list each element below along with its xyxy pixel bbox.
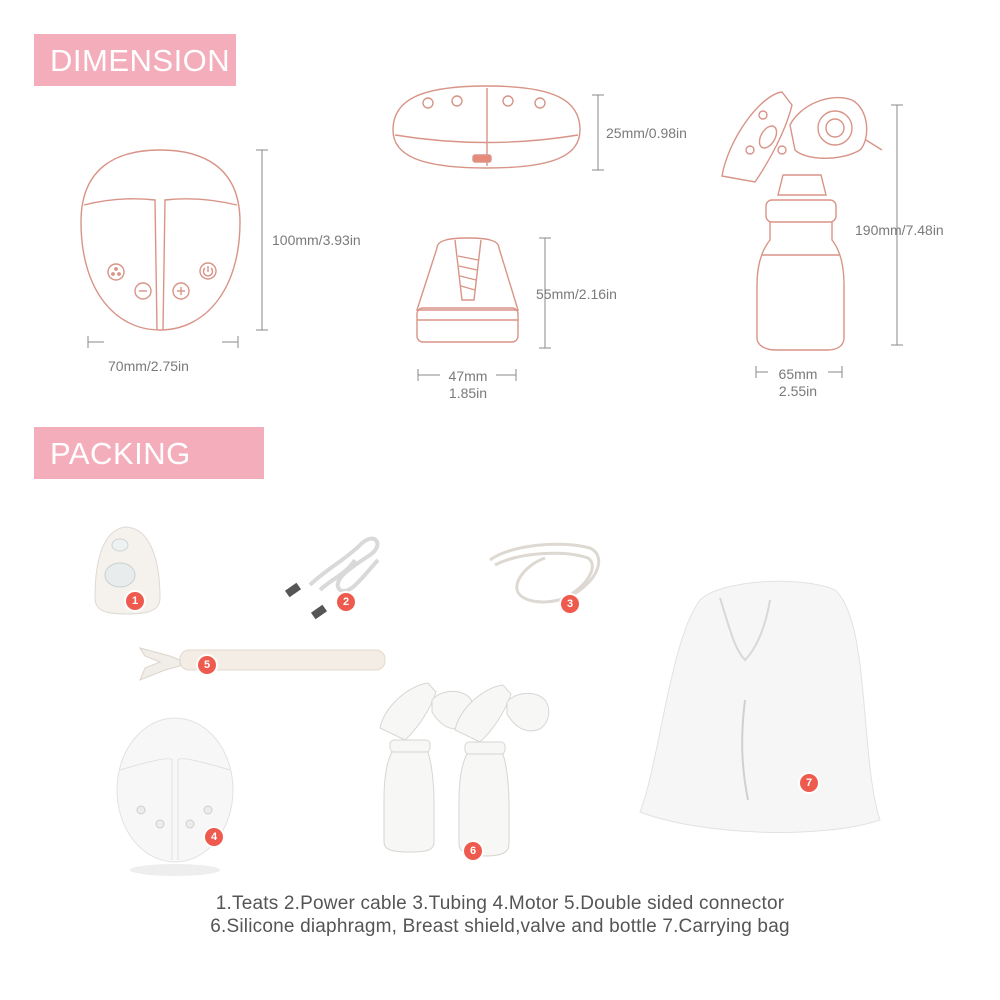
packing-list-heading: PACKING LIST: [34, 427, 264, 479]
badge-tubing: 3: [561, 595, 579, 613]
badge-connector: 5: [198, 656, 216, 674]
dimension-heading: DIMENSION: [34, 34, 236, 86]
packing-list-caption-line-1: 1.Teats 2.Power cable 3.Tubing 4.Motor 5.Double sided connector: [215, 893, 785, 914]
badge-breast-pump: 6: [464, 842, 482, 860]
bottle-width-mm-label: 65mm: [778, 366, 818, 382]
motor-item: [117, 718, 233, 876]
side-width-mm-label: 47mm: [448, 368, 488, 384]
motor-front-drawing: [81, 150, 240, 330]
badge-motor: 4: [205, 828, 223, 846]
motor-side-drawing: [417, 238, 518, 342]
bottle-width-in-label: 2.55in: [778, 383, 818, 399]
carrying-bag-item: [640, 581, 880, 832]
badge-carrying-bag: 7: [800, 774, 818, 792]
side-height-label: 55mm/2.16in: [536, 286, 617, 302]
tubing-item: [490, 544, 599, 602]
badge-teats: 1: [126, 592, 144, 610]
power-icon: [200, 263, 216, 279]
mode-icon: [108, 264, 124, 280]
top-height-label: 25mm/0.98in: [606, 125, 687, 141]
motor-top-drawing: [393, 86, 580, 168]
breast-pumps-item: [380, 683, 549, 856]
bottle-height-label: 190mm/7.48in: [855, 222, 944, 238]
power-cable-item: [285, 539, 378, 620]
badge-power-cable: 2: [337, 593, 355, 611]
minus-icon: [135, 283, 151, 299]
front-width-label: 70mm/2.75in: [108, 358, 189, 374]
plus-icon: [173, 283, 189, 299]
front-height-label: 100mm/3.93in: [272, 232, 361, 248]
breast-pump-drawing: [722, 92, 882, 350]
connector-item: [140, 648, 385, 680]
packing-list-caption-line-2: 6.Silicone diaphragm, Breast shield,valve and bottle 7.Carrying bag: [210, 916, 790, 937]
side-width-in-label: 1.85in: [448, 385, 488, 401]
packing-list-products: [95, 527, 880, 876]
